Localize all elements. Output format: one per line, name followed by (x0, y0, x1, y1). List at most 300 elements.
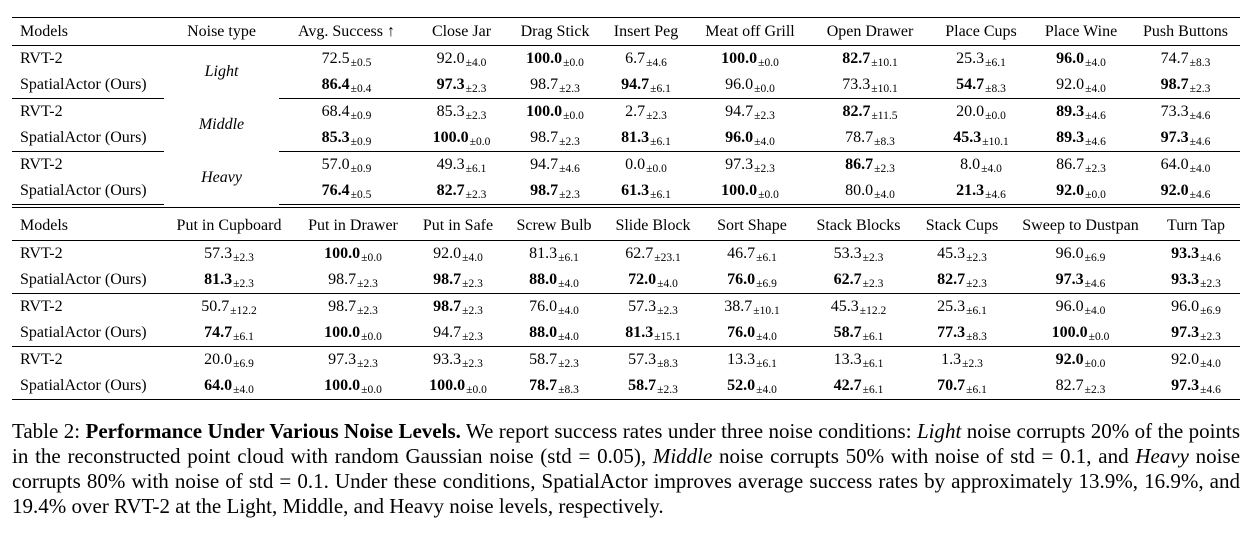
result-value: 13.3 (833, 350, 862, 368)
model-name: SpatialActor (Ours) (12, 267, 164, 294)
result-value: 62.7 (625, 244, 654, 262)
result-std: ±8.3 (874, 136, 895, 148)
result-value: 6.7 (625, 50, 646, 67)
result-value: 100.0 (429, 376, 466, 394)
result-cell (1031, 178, 1131, 205)
result-cell (931, 99, 1031, 126)
result-cell (279, 72, 414, 99)
caption-title: Performance Under Various Noise Levels. (85, 419, 461, 443)
result-std: ±6.9 (233, 357, 254, 370)
result-value: 53.3 (833, 244, 862, 262)
model-name: RVT-2 (20, 103, 63, 120)
result-cell (164, 240, 294, 267)
result-cell (414, 178, 509, 205)
result-value: 92.0 (1171, 350, 1200, 368)
result-value: 20.0 (204, 350, 233, 368)
result-std: ±0.0 (469, 136, 491, 148)
result-std: ±2.3 (1189, 83, 1211, 95)
result-value: 92.0 (436, 50, 465, 67)
result-cell (279, 152, 414, 179)
result-cell (809, 178, 931, 205)
result-cell (915, 293, 1009, 320)
table-row (12, 99, 1240, 126)
result-value: 100.0 (324, 244, 361, 262)
column-header: Meat off Grill (691, 18, 809, 46)
result-cell (1131, 46, 1240, 73)
result-std: ±4.6 (1200, 383, 1221, 396)
result-value: 97.3 (436, 76, 465, 93)
result-cell (1152, 240, 1240, 267)
result-value: 80.0 (845, 182, 874, 199)
table-header-row (12, 212, 1240, 240)
result-value: 81.3 (204, 270, 233, 288)
result-cell (1031, 46, 1131, 73)
result-std: ±4.0 (754, 136, 775, 148)
result-std: ±4.6 (1189, 110, 1211, 122)
result-value: 98.7 (328, 270, 357, 288)
result-cell (412, 373, 504, 400)
result-cell (279, 99, 414, 126)
result-std: ±0.0 (1088, 330, 1110, 343)
result-cell (412, 346, 504, 373)
result-cell (601, 152, 691, 179)
result-cell (802, 373, 915, 400)
result-std: ±10.1 (871, 57, 898, 69)
table-row (12, 152, 1240, 179)
model-name: RVT-2 (20, 50, 63, 67)
result-std: ±2.3 (233, 277, 254, 290)
result-cell (691, 152, 809, 179)
result-std: ±4.6 (1200, 251, 1221, 264)
result-cell (164, 267, 294, 294)
result-cell (1009, 320, 1152, 347)
column-header: Avg. Success ↑ (279, 18, 414, 46)
table-row (12, 46, 1240, 73)
result-std: ±6.1 (650, 136, 671, 148)
caption-text: noise corrupts 20% of the points in the reconstructed point cloud with random Gaussian noise (std = 0.05), (12, 419, 1241, 468)
result-value: 100.0 (324, 376, 361, 394)
result-std: ±8.3 (657, 357, 678, 370)
result-value: 88.0 (529, 323, 558, 341)
result-cell (702, 293, 802, 320)
result-std: ±4.6 (559, 163, 580, 175)
result-cell (1009, 346, 1152, 373)
result-cell (601, 125, 691, 152)
result-std: ±0.0 (758, 57, 779, 69)
result-std: ±6.1 (756, 251, 777, 264)
result-cell (604, 293, 702, 320)
model-name: SpatialActor (Ours) (12, 178, 164, 205)
result-value: 2.7 (625, 103, 646, 120)
result-value: 54.7 (956, 76, 985, 93)
result-std: ±4.6 (1084, 277, 1106, 290)
table-row (12, 293, 1240, 320)
result-cell (414, 152, 509, 179)
result-std: ±2.3 (1200, 277, 1221, 290)
results-table-bottom (12, 212, 1240, 400)
result-std: ±23.1 (654, 251, 681, 264)
result-cell (509, 125, 601, 152)
result-std: ±4.0 (657, 277, 678, 290)
result-cell (414, 99, 509, 126)
model-name: SpatialActor (Ours) (12, 125, 164, 152)
result-value: 76.4 (321, 182, 350, 199)
result-std: ±2.3 (462, 330, 483, 343)
result-std: ±15.1 (654, 330, 681, 343)
result-cell (1009, 293, 1152, 320)
column-header: Close Jar (414, 18, 509, 46)
result-cell (604, 346, 702, 373)
result-value: 58.7 (628, 376, 657, 394)
model-name: RVT-2 (20, 297, 63, 315)
result-value: 93.3 (1171, 244, 1200, 262)
result-value: 76.0 (529, 297, 558, 315)
column-header: Turn Tap (1152, 212, 1240, 240)
result-cell (294, 240, 412, 267)
result-value: 45.3 (830, 297, 859, 315)
result-value: 100.0 (1051, 323, 1088, 341)
result-cell (915, 267, 1009, 294)
result-cell (601, 178, 691, 205)
result-std: ±2.3 (657, 304, 678, 317)
result-value: 21.3 (956, 182, 985, 199)
result-value: 73.3 (842, 76, 871, 93)
column-header: Sort Shape (702, 212, 802, 240)
column-header: Place Wine (1031, 18, 1131, 46)
result-std: ±6.1 (985, 57, 1006, 69)
model-name: RVT-2 (20, 156, 63, 173)
result-cell (164, 373, 294, 400)
result-value: 98.7 (530, 182, 559, 199)
result-cell (414, 72, 509, 99)
result-cell (931, 152, 1031, 179)
result-value: 74.7 (204, 323, 233, 341)
column-header: Slide Block (604, 212, 702, 240)
result-cell (691, 178, 809, 205)
result-value: 82.7 (842, 103, 871, 120)
result-value: 98.7 (433, 297, 462, 315)
result-cell (809, 99, 931, 126)
result-cell (604, 320, 702, 347)
result-value: 92.0 (1160, 182, 1189, 199)
result-value: 57.3 (628, 297, 657, 315)
result-std: ±4.6 (646, 57, 667, 69)
result-std: ±4.0 (462, 251, 483, 264)
result-value: 78.7 (529, 376, 558, 394)
result-value: 92.0 (1056, 76, 1085, 93)
result-std: ±2.3 (465, 189, 487, 201)
result-value: 86.7 (1056, 156, 1085, 173)
result-cell (504, 373, 604, 400)
result-cell (809, 152, 931, 179)
result-cell (931, 72, 1031, 99)
table-row (12, 320, 1240, 347)
result-value: 0.0 (625, 156, 646, 173)
result-value: 93.3 (1171, 270, 1200, 288)
result-value: 97.3 (725, 156, 754, 173)
result-value: 97.3 (1160, 129, 1189, 146)
result-std: ±4.6 (1085, 110, 1106, 122)
result-std: ±6.1 (650, 189, 671, 201)
result-std: ±0.0 (1085, 189, 1106, 201)
result-cell (504, 293, 604, 320)
result-cell (931, 125, 1031, 152)
result-value: 13.3 (727, 350, 756, 368)
model-name: SpatialActor (Ours) (12, 373, 164, 400)
result-std: ±4.0 (874, 189, 895, 201)
result-value: 97.3 (328, 350, 357, 368)
result-std: ±4.0 (1189, 163, 1211, 175)
result-std: ±2.3 (558, 357, 579, 370)
result-cell (691, 125, 809, 152)
result-std: ±2.3 (1200, 330, 1221, 343)
result-std: ±0.4 (350, 83, 372, 95)
table-row (12, 267, 1240, 294)
result-std: ±6.9 (1200, 304, 1221, 317)
result-cell (164, 346, 294, 373)
result-std: ±4.0 (465, 57, 487, 69)
result-std: ±0.0 (1084, 357, 1106, 370)
result-value: 98.7 (530, 76, 559, 93)
result-value: 98.7 (328, 297, 357, 315)
result-std: ±2.3 (962, 357, 983, 370)
result-value: 89.3 (1056, 103, 1085, 120)
result-std: ±2.3 (465, 83, 487, 95)
result-std: ±2.3 (357, 357, 378, 370)
result-std: ±2.3 (754, 110, 775, 122)
result-cell (604, 267, 702, 294)
result-cell (809, 125, 931, 152)
result-std: ±8.3 (966, 330, 987, 343)
table-caption (12, 419, 1240, 519)
result-value: 94.7 (725, 103, 754, 120)
result-std: ±0.0 (361, 251, 382, 264)
caption-label: Table 2: (12, 419, 86, 443)
result-std: ±4.6 (1085, 136, 1106, 148)
result-cell (294, 267, 412, 294)
result-std: ±2.3 (357, 277, 378, 290)
result-cell (509, 152, 601, 179)
result-value: 98.7 (433, 270, 462, 288)
result-value: 82.7 (937, 270, 966, 288)
result-value: 49.3 (436, 156, 465, 173)
result-std: ±6.1 (966, 304, 987, 317)
result-value: 94.7 (621, 76, 650, 93)
result-value: 85.3 (321, 129, 350, 146)
column-header: Open Drawer (809, 18, 931, 46)
result-cell (601, 46, 691, 73)
column-header: Drag Stick (509, 18, 601, 46)
result-value: 61.3 (621, 182, 650, 199)
result-cell (601, 99, 691, 126)
result-value: 96.0 (725, 76, 754, 93)
result-cell (294, 320, 412, 347)
result-cell (509, 46, 601, 73)
result-cell (509, 178, 601, 205)
result-value: 74.7 (1160, 50, 1189, 67)
table-row (12, 373, 1240, 400)
result-std: ±6.1 (966, 383, 987, 396)
result-cell (604, 373, 702, 400)
result-std: ±2.3 (754, 163, 775, 175)
result-cell (802, 240, 915, 267)
result-cell (1152, 293, 1240, 320)
result-cell (1131, 152, 1240, 179)
result-std: ±4.0 (558, 304, 579, 317)
noise-type: Light (204, 63, 239, 81)
result-cell (809, 46, 931, 73)
result-value: 100.0 (432, 129, 469, 146)
result-std: ±10.1 (753, 304, 780, 317)
result-std: ±12.2 (859, 304, 887, 317)
result-cell (802, 346, 915, 373)
result-value: 85.3 (436, 103, 465, 120)
result-cell (691, 46, 809, 73)
result-cell (601, 72, 691, 99)
result-std: ±6.1 (862, 357, 884, 370)
result-std: ±4.6 (1189, 136, 1211, 148)
result-value: 57.3 (628, 350, 657, 368)
column-header: Stack Cups (915, 212, 1009, 240)
result-std: ±2.3 (233, 251, 254, 264)
result-value: 81.3 (621, 129, 650, 146)
result-cell (504, 267, 604, 294)
result-std: ±2.3 (559, 83, 580, 95)
result-value: 76.0 (727, 323, 756, 341)
result-std: ±2.3 (357, 304, 378, 317)
result-std: ±4.6 (985, 189, 1006, 201)
result-value: 64.0 (204, 376, 233, 394)
result-value: 8.0 (960, 156, 981, 173)
result-std: ±0.0 (646, 163, 667, 175)
result-value: 72.0 (628, 270, 657, 288)
result-value: 64.0 (1160, 156, 1189, 173)
result-cell (931, 178, 1031, 205)
result-std: ±2.3 (862, 251, 884, 264)
result-cell (702, 267, 802, 294)
result-std: ±2.3 (465, 110, 487, 122)
result-cell (915, 320, 1009, 347)
table-divider (12, 207, 1240, 208)
column-header: Sweep to Dustpan (1009, 212, 1152, 240)
caption-light: Light (916, 419, 962, 443)
caption-heavy: Heavy (1135, 444, 1189, 468)
result-value: 82.7 (842, 50, 871, 67)
result-value: 96.0 (1171, 297, 1200, 315)
result-std: ±4.6 (1189, 189, 1211, 201)
result-std: ±2.3 (657, 383, 678, 396)
result-value: 82.7 (436, 182, 465, 199)
result-cell (294, 293, 412, 320)
result-value: 20.0 (956, 103, 985, 120)
column-header: Stack Blocks (802, 212, 915, 240)
result-std: ±0.5 (350, 189, 372, 201)
result-cell (414, 125, 509, 152)
result-cell (164, 320, 294, 347)
result-cell (1131, 99, 1240, 126)
result-value: 100.0 (526, 50, 563, 67)
result-std: ±0.0 (361, 383, 382, 396)
result-cell (802, 293, 915, 320)
result-value: 78.7 (845, 129, 874, 146)
result-std: ±0.0 (563, 110, 584, 122)
result-value: 57.3 (204, 244, 233, 262)
result-std: ±2.3 (646, 110, 667, 122)
result-value: 97.3 (1171, 323, 1200, 341)
result-value: 96.0 (1055, 244, 1084, 262)
result-cell (1152, 373, 1240, 400)
result-cell (294, 373, 412, 400)
result-value: 96.0 (725, 129, 754, 146)
result-std: ±10.1 (871, 83, 898, 95)
result-cell (1009, 267, 1152, 294)
result-cell (1031, 152, 1131, 179)
result-std: ±0.0 (754, 83, 775, 95)
result-std: ±0.0 (758, 189, 779, 201)
result-value: 97.3 (1055, 270, 1084, 288)
result-cell (691, 99, 809, 126)
result-value: 68.4 (321, 103, 350, 120)
result-value: 82.7 (1055, 376, 1084, 394)
result-value: 73.3 (1160, 103, 1189, 120)
model-name: RVT-2 (20, 244, 63, 262)
result-value: 72.5 (321, 50, 350, 67)
column-header: Put in Safe (412, 212, 504, 240)
result-std: ±0.0 (985, 110, 1006, 122)
result-cell (412, 240, 504, 267)
result-value: 92.0 (433, 244, 462, 262)
result-cell (412, 267, 504, 294)
result-value: 100.0 (721, 50, 758, 67)
result-cell (412, 320, 504, 347)
result-cell (915, 346, 1009, 373)
result-value: 46.7 (727, 244, 756, 262)
result-cell (1152, 346, 1240, 373)
result-cell (931, 46, 1031, 73)
result-std: ±2.3 (1084, 383, 1106, 396)
column-header: Models (12, 212, 164, 240)
result-cell (702, 320, 802, 347)
result-value: 96.0 (1056, 50, 1085, 67)
result-std: ±4.0 (981, 163, 1002, 175)
result-std: ±6.1 (862, 330, 884, 343)
result-value: 86.4 (321, 76, 350, 93)
column-header: Put in Drawer (294, 212, 412, 240)
result-std: ±4.0 (1200, 357, 1221, 370)
result-value: 98.7 (1160, 76, 1189, 93)
result-value: 81.3 (529, 244, 558, 262)
result-value: 1.3 (941, 350, 962, 368)
result-std: ±4.0 (233, 383, 254, 396)
noise-type: Middle (198, 116, 245, 133)
result-cell (702, 240, 802, 267)
result-cell (691, 72, 809, 99)
result-cell (414, 46, 509, 73)
result-std: ±8.3 (558, 383, 579, 396)
result-cell (915, 240, 1009, 267)
column-header: Push Buttons (1131, 18, 1240, 46)
table-header-row (12, 18, 1240, 46)
result-value: 77.3 (937, 323, 966, 341)
result-std: ±4.0 (558, 330, 579, 343)
result-std: ±2.3 (462, 277, 483, 290)
result-value: 100.0 (526, 103, 563, 120)
result-cell (509, 99, 601, 126)
result-std: ±0.9 (350, 136, 372, 148)
result-cell (1131, 72, 1240, 99)
result-std: ±6.1 (558, 251, 579, 264)
result-std: ±6.1 (650, 83, 671, 95)
